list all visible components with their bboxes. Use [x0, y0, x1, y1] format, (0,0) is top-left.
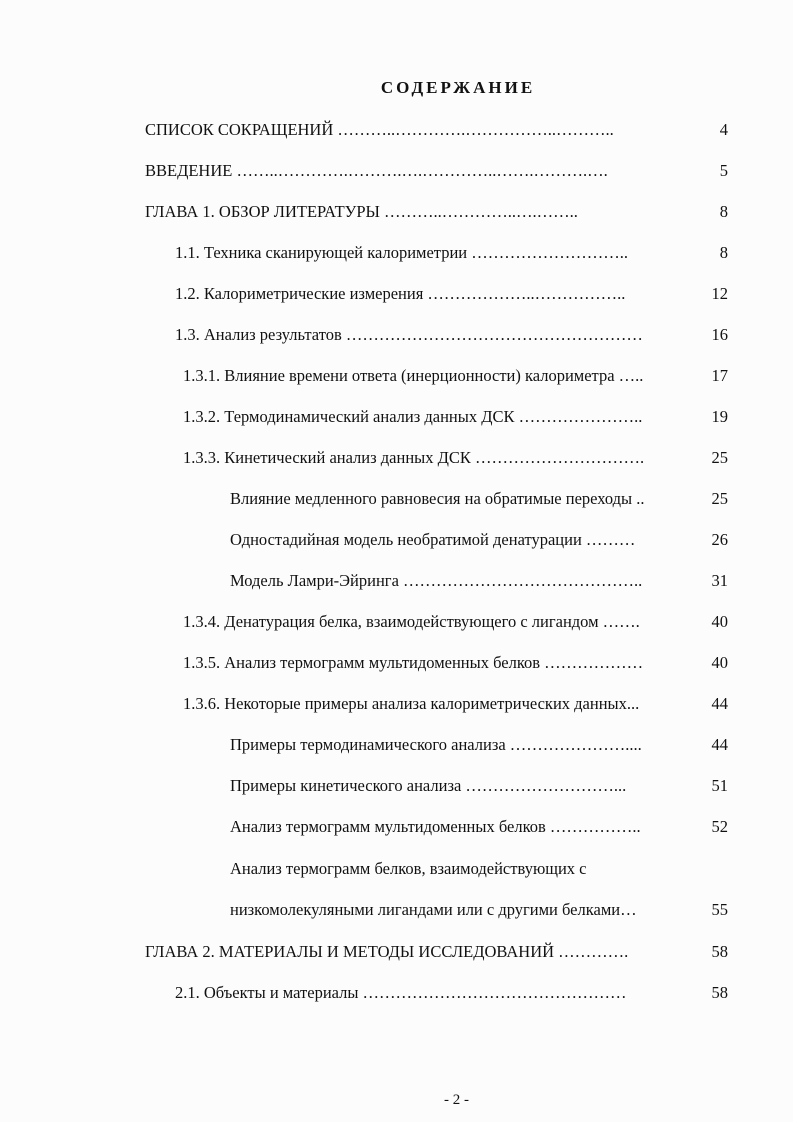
- toc-entry-text: 1.2. Калориметрические измерения ………………..……………..: [175, 284, 626, 303]
- toc-entry: [0, 405, 793, 429]
- toc-entry: [0, 981, 793, 1005]
- toc-entry: [0, 940, 793, 964]
- page-title: СОДЕРЖАНИЕ: [380, 78, 536, 97]
- toc-entry-page: 44: [711, 735, 728, 754]
- toc-entry: [0, 487, 793, 511]
- toc-entry-text: 1.3.1. Влияние времени ответа (инерционности) калориметра …..: [183, 366, 644, 385]
- toc-entry-page: 55: [711, 900, 728, 919]
- toc-entry-text: СПИСОК СОКРАЩЕНИЙ ………..………….……………..………..: [145, 120, 614, 139]
- toc-entry-page: 8: [719, 202, 728, 221]
- toc-entry-text: 1.3.5. Анализ термограмм мультидоменных белков ………………: [183, 653, 644, 672]
- toc-entry-text: 1.3. Анализ результатов ………………………………………………: [175, 325, 643, 344]
- toc-entry-page: 31: [711, 571, 728, 590]
- toc-entry-text: 1.1. Техника сканирующей калориметрии ………………………..: [175, 243, 628, 262]
- toc-entry-page: 17: [711, 366, 728, 385]
- toc-entry: [0, 282, 793, 306]
- toc-entry-page: 58: [711, 942, 728, 961]
- toc-entry: [0, 815, 793, 839]
- toc-entry-text: ГЛАВА 1. ОБЗОР ЛИТЕРАТУРЫ ………..…………..….……..: [145, 202, 578, 221]
- toc-entry-page: 58: [711, 983, 728, 1002]
- toc-entry-text: Анализ термограмм мультидоменных белков ……………..: [230, 817, 641, 836]
- toc-entry: [0, 651, 793, 675]
- toc-entry-text: 1.3.2. Термодинамический анализ данных ДСК …………………..: [183, 407, 643, 426]
- toc-entry-text: 1.3.6. Некоторые примеры анализа калориметрических данных...: [183, 694, 640, 713]
- toc-entry-page: 40: [711, 612, 728, 631]
- toc-entry-text: 1.3.3. Кинетический анализ данных ДСК ………………………….: [183, 448, 645, 467]
- toc-entry-page: 16: [711, 325, 728, 344]
- toc-entry-page: 25: [711, 448, 728, 467]
- toc-entry-text: Модель Ламри-Эйринга ……………………………………..: [230, 571, 643, 590]
- toc-entry: [0, 446, 793, 470]
- toc-entry-page: 8: [719, 243, 728, 262]
- toc-entry-page: 51: [711, 776, 728, 795]
- toc-entry-page: 40: [711, 653, 728, 672]
- toc-entry-text: Анализ термограмм белков, взаимодействующих с: [230, 859, 587, 878]
- toc-entry: [0, 200, 793, 224]
- toc-entry: [0, 364, 793, 388]
- toc-entry: [0, 241, 793, 265]
- toc-entry-page: 19: [711, 407, 728, 426]
- toc-entry-text: 1.3.4. Денатурация белка, взаимодействующего с лигандом …….: [183, 612, 640, 631]
- toc-entry-text: Примеры кинетического анализа ………………………...: [230, 776, 627, 795]
- toc-entry: [0, 569, 793, 593]
- toc-entry: [0, 898, 793, 922]
- toc-entry-text: Влияние медленного равновесия на обратимые переходы ..: [230, 489, 645, 508]
- toc-entry: [0, 323, 793, 347]
- toc-entry-page: 4: [719, 120, 728, 139]
- toc-entry-page: 25: [711, 489, 728, 508]
- toc-entry: [0, 118, 793, 142]
- toc-entry: [0, 692, 793, 716]
- toc-entry-text: 2.1. Объекты и материалы …………………………………………: [175, 983, 627, 1002]
- toc-entry-text: Примеры термодинамического анализа …………………....: [230, 735, 642, 754]
- toc-entry-page: 5: [719, 161, 728, 180]
- toc-entry-page: 52: [711, 817, 728, 836]
- page-number: - 2 -: [444, 1092, 469, 1108]
- toc-entry-text: низкомолекуляными лигандами или с другими белками…: [230, 900, 637, 919]
- toc-entry: [0, 857, 793, 881]
- toc-entry: [0, 159, 793, 183]
- toc-entry: [0, 528, 793, 552]
- toc-entry: [0, 733, 793, 757]
- toc-entry-text: ВВЕДЕНИЕ ……..………….……….….…………..…….……….….: [145, 161, 608, 180]
- toc-entry: [0, 610, 793, 634]
- toc-entry-page: 12: [711, 284, 728, 303]
- toc-entry-text: ГЛАВА 2. МАТЕРИАЛЫ И МЕТОДЫ ИССЛЕДОВАНИЙ ………….: [145, 942, 629, 961]
- toc-entry-page: 26: [711, 530, 728, 549]
- toc-entry-text: Одностадийная модель необратимой денатурации ………: [230, 530, 636, 549]
- toc-entry-page: 44: [711, 694, 728, 713]
- toc-entry: [0, 774, 793, 798]
